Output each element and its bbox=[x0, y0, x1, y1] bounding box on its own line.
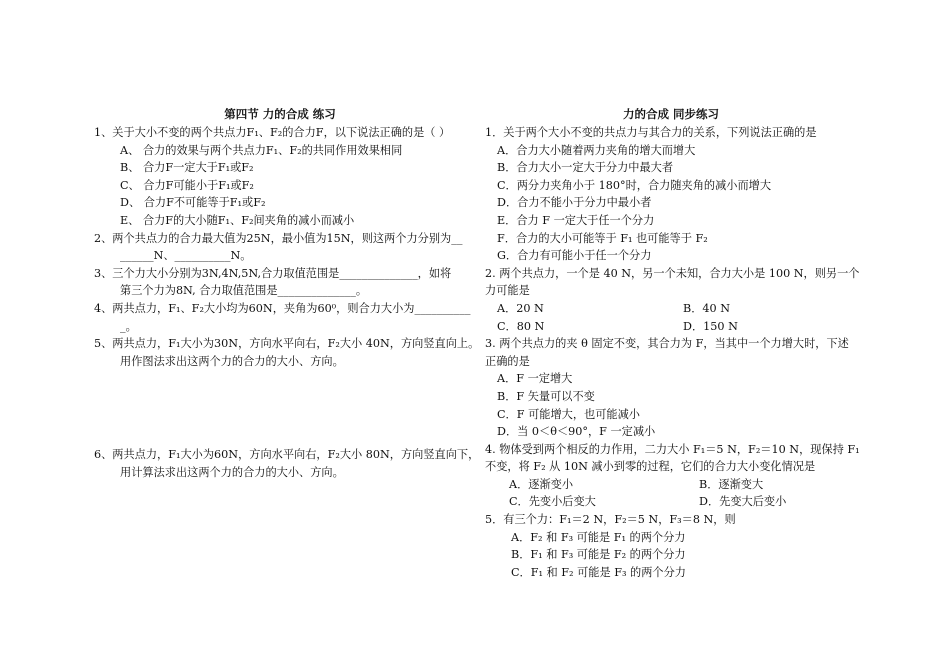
question-stem-cont: 用作图法求出这两个力的合力的大小、方向。 bbox=[120, 354, 344, 368]
option-a: A．F₂ 和 F₃ 可能是 F₁ 的两个分力 bbox=[511, 530, 686, 544]
left-question-6 bbox=[94, 446, 480, 481]
question-stem-cont: 用计算法求出这两个力的合力的大小、方向。 bbox=[120, 465, 344, 479]
option-b: B．逐渐变大 bbox=[699, 477, 764, 491]
option-c: C．80 N bbox=[497, 319, 545, 333]
question-stem-cont: 正确的是 bbox=[485, 354, 530, 368]
left-question-1 bbox=[94, 124, 466, 230]
question-stem: 5、两共点力，F₁大小为30N，方向水平向右，F₂大小 40N，方向竖直向上。 bbox=[94, 337, 480, 351]
option-e: E、 合力F的大小随F₁、F₂间夹角的减小而减小 bbox=[120, 213, 355, 227]
option-a: A．逐渐变小 bbox=[509, 477, 574, 491]
option-e: E．合力 F 一定大于任一个分力 bbox=[497, 213, 655, 227]
option-d: D．当 0＜θ＜90°，F 一定减小 bbox=[497, 425, 656, 439]
right-worksheet bbox=[485, 106, 860, 581]
question-stem: 3. 两个共点力的夹 θ 固定不变，其合力为 F，当其中一个力增大时，下述 bbox=[485, 337, 849, 351]
option-b: B、 合力F一定大于F₁或F₂ bbox=[120, 161, 254, 175]
left-worksheet bbox=[94, 106, 480, 482]
right-question-2 bbox=[485, 265, 860, 335]
option-f: F．合力的大小可能等于 F₁ 也可能等于 F₂ bbox=[497, 231, 708, 245]
question-stem: 1、关于大小不变的两个共点力F₁、F₂的合力F，以下说法正确的是（ ） bbox=[94, 126, 451, 139]
option-a: A、 合力的效果与两个共点力F₁、F₂的共同作用效果相同 bbox=[120, 143, 403, 157]
option-b: B．F₁ 和 F₃ 可能是 F₂ 的两个分力 bbox=[511, 548, 686, 562]
left-question-5 bbox=[94, 335, 480, 370]
option-a: A．F 一定增大 bbox=[497, 372, 573, 386]
question-stem-cont: ______N、__________N。 bbox=[120, 249, 252, 263]
question-stem-cont: 不变，将 F₂ 从 10N 减小到零的过程，它们的合力大小变化情况是 bbox=[485, 460, 816, 474]
left-title: 第四节 力的合成 练习 bbox=[224, 107, 336, 121]
question-stem: 2、两个共点力的合力最大值为25N，最小值为15N，则这两个力分别为__ bbox=[94, 231, 463, 245]
answer-space bbox=[94, 370, 466, 446]
option-b: B．合力大小一定大于分力中最大者 bbox=[497, 161, 674, 175]
option-c: C．F 可能增大，也可能减小 bbox=[497, 407, 640, 421]
right-question-1 bbox=[485, 124, 857, 265]
question-stem-cont: 第三个力为8N, 合力取值范围是______________。 bbox=[120, 284, 368, 298]
question-stem: 4. 物体受到两个相反的力作用，二力大小 F₁＝5 N，F₂＝10 N，现保持 F₁ bbox=[485, 442, 860, 456]
question-stem-cont: _。 bbox=[120, 319, 137, 333]
option-d: D．150 N bbox=[683, 319, 738, 333]
option-c: C．两分力夹角小于 180°时，合力随夹角的减小而增大 bbox=[497, 178, 772, 192]
option-c: C、 合力F可能小于F₁或F₂ bbox=[120, 178, 254, 192]
left-question-2 bbox=[94, 230, 466, 265]
question-stem: 4、两共点力，F₁、F₂大小均为60N，夹角为60⁰，则合力大小为__________ bbox=[94, 301, 471, 315]
question-stem: 6、两共点力，F₁大小为60N，方向水平向右，F₂大小 80N，方向竖直向下， bbox=[94, 448, 480, 462]
option-c: C．先变小后变大 bbox=[509, 495, 596, 509]
option-b: B．F 矢量可以不变 bbox=[497, 389, 595, 403]
option-a: A．合力大小随着两力夹角的增大而增大 bbox=[497, 143, 696, 157]
right-title: 力的合成 同步练习 bbox=[622, 107, 719, 121]
option-c: C．F₁ 和 F₂ 可能是 F₃ 的两个分力 bbox=[511, 565, 686, 579]
left-question-4 bbox=[94, 300, 471, 335]
right-question-3 bbox=[485, 335, 857, 441]
question-stem: 3、三个力大小分别为3N,4N,5N,合力取值范围是______________，如将 bbox=[94, 266, 452, 280]
option-d: D．合力不能小于分力中最小者 bbox=[497, 196, 652, 210]
option-d: D、 合力F不可能等于F₁或F₂ bbox=[120, 196, 266, 210]
option-b: B．40 N bbox=[683, 301, 730, 315]
option-d: D．先变大后变小 bbox=[699, 495, 787, 509]
question-stem-cont: 力可能是 bbox=[485, 284, 530, 298]
question-stem: 2. 两个共点力，一个是 40 N，另一个未知，合力大小是 100 N，则另一个 bbox=[485, 266, 860, 280]
question-stem: 5．有三个力：F₁＝2 N，F₂＝5 N，F₃＝8 N，则 bbox=[485, 513, 736, 527]
question-stem: 1．关于两个大小不变的共点力与其合力的关系，下列说法正确的是 bbox=[485, 126, 817, 139]
option-g: G．合力有可能小于任一个分力 bbox=[497, 249, 652, 263]
right-question-4 bbox=[485, 441, 860, 511]
option-a: A．20 N bbox=[497, 301, 544, 315]
right-question-5 bbox=[485, 511, 857, 581]
left-question-3 bbox=[94, 265, 466, 300]
